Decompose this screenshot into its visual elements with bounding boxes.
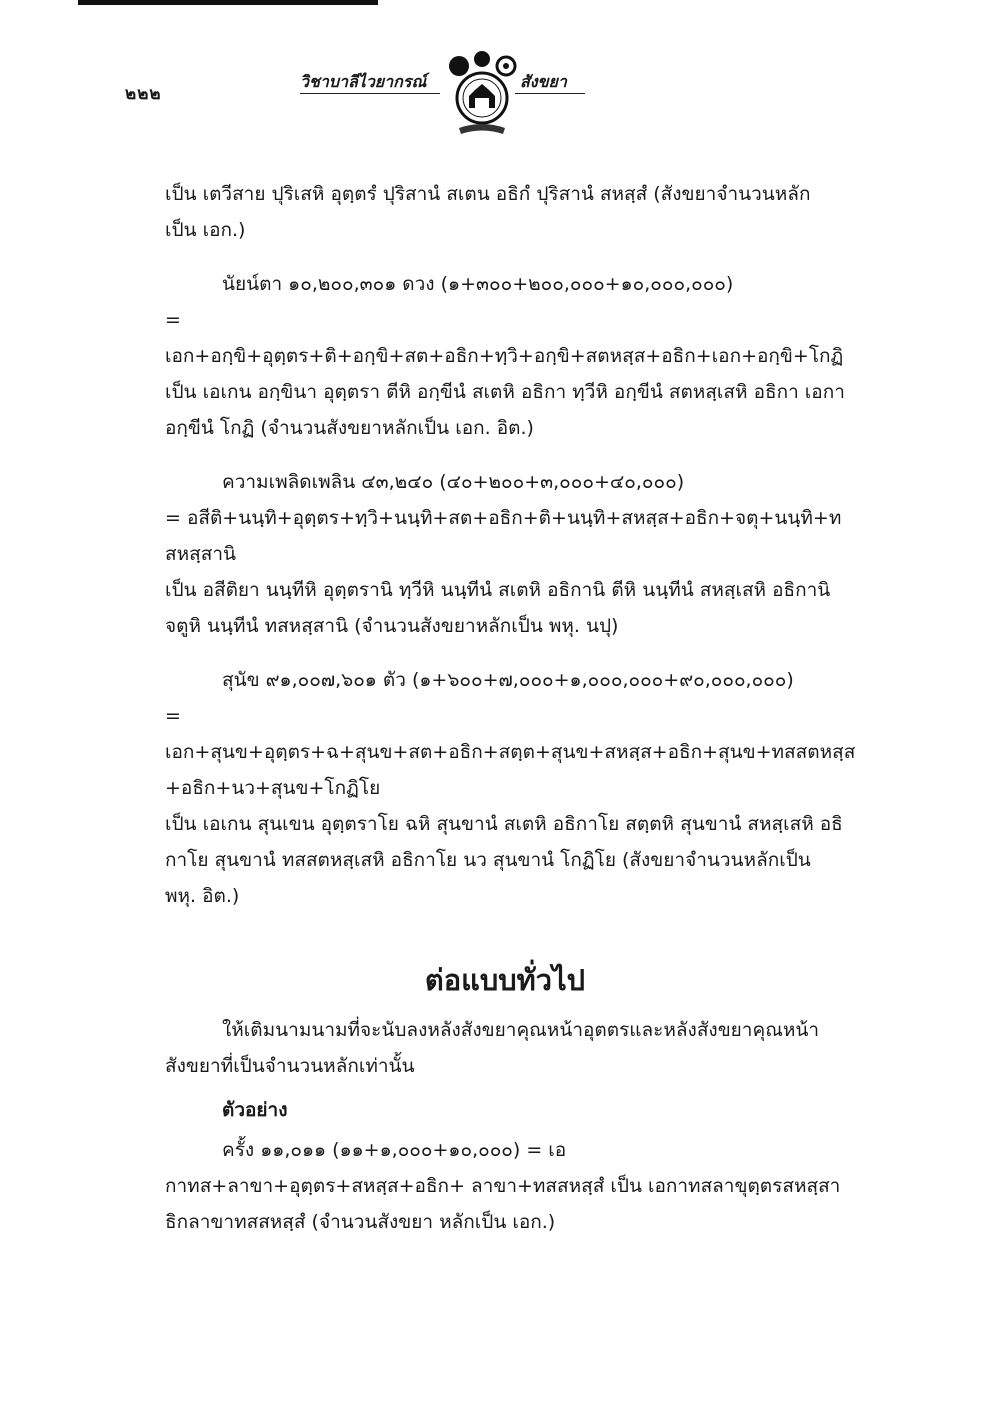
intro-paragraph: เป็น เตวีสาย ปุริเสหิ อุตฺตรํ ปุริสานํ สเตน อธิกํ ปุริสานํ สหสฺสํ (สังขยาจำนวนหลัก เป็น เอก.) (165, 183, 811, 241)
book-title: วิชาบาลีไวยากรณ์ (300, 72, 427, 91)
example4-text: ครั้ง ๑๑,๐๑๑ (๑๑+๑,๐๐๐+๑๐,๐๐๐) = เอกาทส+ลาขา+อุตฺตร+สหสฺส+อธิก+ ลาขา+ทสสหสฺสํ เป็น เอกาทสลาขุตฺตรสหสฺสาธิกลาขาทสสหสฺสํ (จำนวนสังขยา หลักเป็น เอก.) (165, 1139, 841, 1233)
emblem-logo-icon (445, 50, 520, 138)
page-number: ๒๒๒ (125, 84, 162, 104)
header-rule (300, 93, 440, 94)
example2-formula: = อสีติ+นนฺทิ+อุตฺตร+ทฺวิ+นนฺทิ+สต+อธิก+ติ+นนฺทิ+สหสฺส+อธิก+จตุ+นนฺทิ+ทสหสฺสานิ (165, 507, 842, 565)
top-rule (78, 0, 378, 5)
example3-formula: = เอก+สุนข+อุตฺตร+ฉ+สุนข+สต+อธิก+สตฺต+สุนข+สหสฺส+อธิก+สุนข+ทสสตหสฺส +อธิก+นว+สุนข+โกฏิโย (165, 705, 856, 799)
example2-heading: ความเพลิดเพลิน ๔๓,๒๔๐ (๔๐+๒๐๐+๓,๐๐๐+๔๐,๐๐๐) (222, 471, 685, 493)
example3-heading: สุนัข ๙๑,๐๐๗,๖๐๑ ตัว (๑+๖๐๐+๗,๐๐๐+๑,๐๐๐,๐๐๐+๙๐,๐๐๐,๐๐๐) (222, 669, 794, 691)
page-header (0, 50, 1000, 140)
chapter-title: สังขยา (520, 72, 567, 91)
example1-result: เป็น เอเกน อกฺขินา อุตฺตรา ตีหิ อกฺขีนํ สเตหิ อธิกา ทฺวีหิ อกฺขีนํ สตหสฺเสหิ อธิกา เอกา อกฺขีนํ โกฏิ (จำนวนสังขยาหลักเป็น เอก. อิต.) (165, 381, 845, 439)
section-heading: ต่อแบบทั่วไป (424, 963, 586, 997)
example1-heading: นัยน์ตา ๑๐,๒๐๐,๓๐๑ ดวง (๑+๓๐๐+๒๐๐,๐๐๐+๑๐,๐๐๐,๐๐๐) (222, 273, 734, 295)
example3-result: เป็น เอเกน สุนเขน อุตฺตราโย ฉหิ สุนขานํ สเตหิ อธิกาโย สตฺตหิ สุนขานํ สหสฺเสหิ อธิกาโย สุนขานํ ทสสตหสฺเสหิ อธิกาโย นว สุนขานํ โกฏิโย (สังขยาจำนวนหลักเป็น พหุ. อิต.) (165, 813, 843, 907)
chapter-rule (515, 93, 585, 94)
page-content (165, 176, 856, 1240)
example2-result: เป็น อสีติยา นนฺทีหิ อุตฺตรานิ ทฺวีหิ นนฺทีนํ สเตหิ อธิกานิ ตีหิ นนฺทีนํ สหสฺเสหิ อธิกานิ จตูหิ นนฺทีนํ ทสหสฺสานิ (จำนวนสังขยาหลักเป็น พหุ. นปุ) (165, 579, 831, 637)
example1-formula: = เอก+อกฺขิ+อุตฺตร+ติ+อกฺขิ+สต+อธิก+ทฺวิ+อกฺขิ+สตหสฺส+อธิก+เอก+อกฺขิ+โกฏิ (165, 309, 844, 367)
section-intro: ให้เติมนามนามที่จะนับลงหลังสังขยาคุณหน้าอุตตรและหลังสังขยาคุณหน้า สังขยาที่เป็นจำนวนหลักเท่านั้น (165, 1019, 819, 1077)
example-label: ตัวอย่าง (222, 1099, 288, 1121)
